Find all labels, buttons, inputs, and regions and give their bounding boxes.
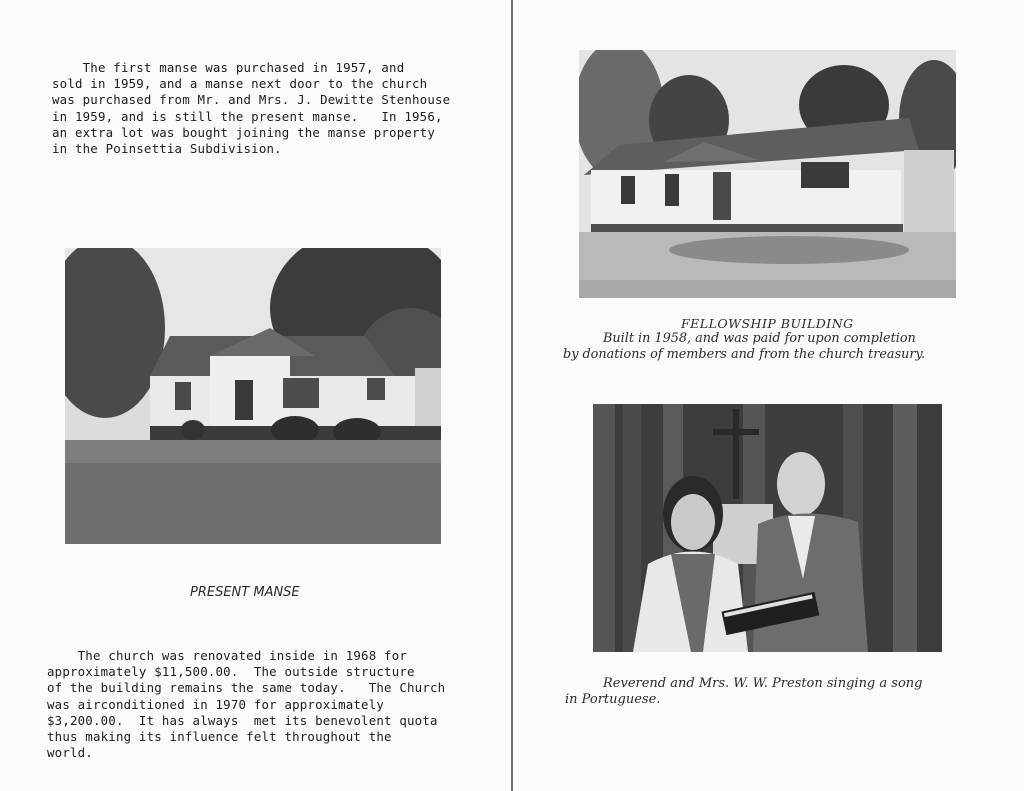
para1-line: an extra lot was bought joining the manse property (52, 124, 435, 140)
para2-line: The church was renovated inside in 1968 for (47, 648, 408, 663)
left-page (0, 0, 511, 791)
fellowship-building-title: FELLOWSHIP BUILDING (681, 316, 854, 331)
fellowship-caption-line: Built in 1958, and was paid for upon completion (603, 331, 916, 346)
preston-couple-photo (593, 404, 942, 652)
para1-line: in 1959, and is still the present manse. In 1956, (52, 108, 443, 124)
manse-history-paragraph (52, 60, 450, 157)
para2-line: of the building remains the same today. The Church (47, 680, 446, 696)
right-page (513, 0, 1024, 791)
para1-line: was purchased from Mr. and Mrs. J. Dewitte Stenhouse (52, 92, 451, 108)
renovation-paragraph (47, 648, 445, 761)
preston-caption-line: in Portuguese. (565, 692, 661, 707)
present-manse-photo (65, 248, 441, 544)
para2-line: world. (47, 745, 93, 761)
fellowship-caption-line: by donations of members and from the church treasury. (563, 347, 926, 362)
para1-line: sold in 1959, and a manse next door to the church (52, 76, 428, 92)
para2-line: $3,200.00. It has always met its benevolent quota (47, 712, 438, 728)
preston-caption-line: Reverend and Mrs. W. W. Preston singing a song (603, 676, 923, 691)
para2-line: was airconditioned in 1970 for approximately (47, 696, 385, 712)
para2-line: thus making its influence felt throughout the (47, 729, 392, 745)
present-manse-caption: PRESENT MANSE (190, 585, 300, 600)
fellowship-building-photo (579, 50, 956, 298)
para2-line: approximately $11,500.00. The outside structure (47, 664, 415, 680)
para1-line: in the Poinsettia Subdivision. (52, 141, 282, 157)
para1-line: The first manse was purchased in 1957, and (52, 60, 405, 75)
